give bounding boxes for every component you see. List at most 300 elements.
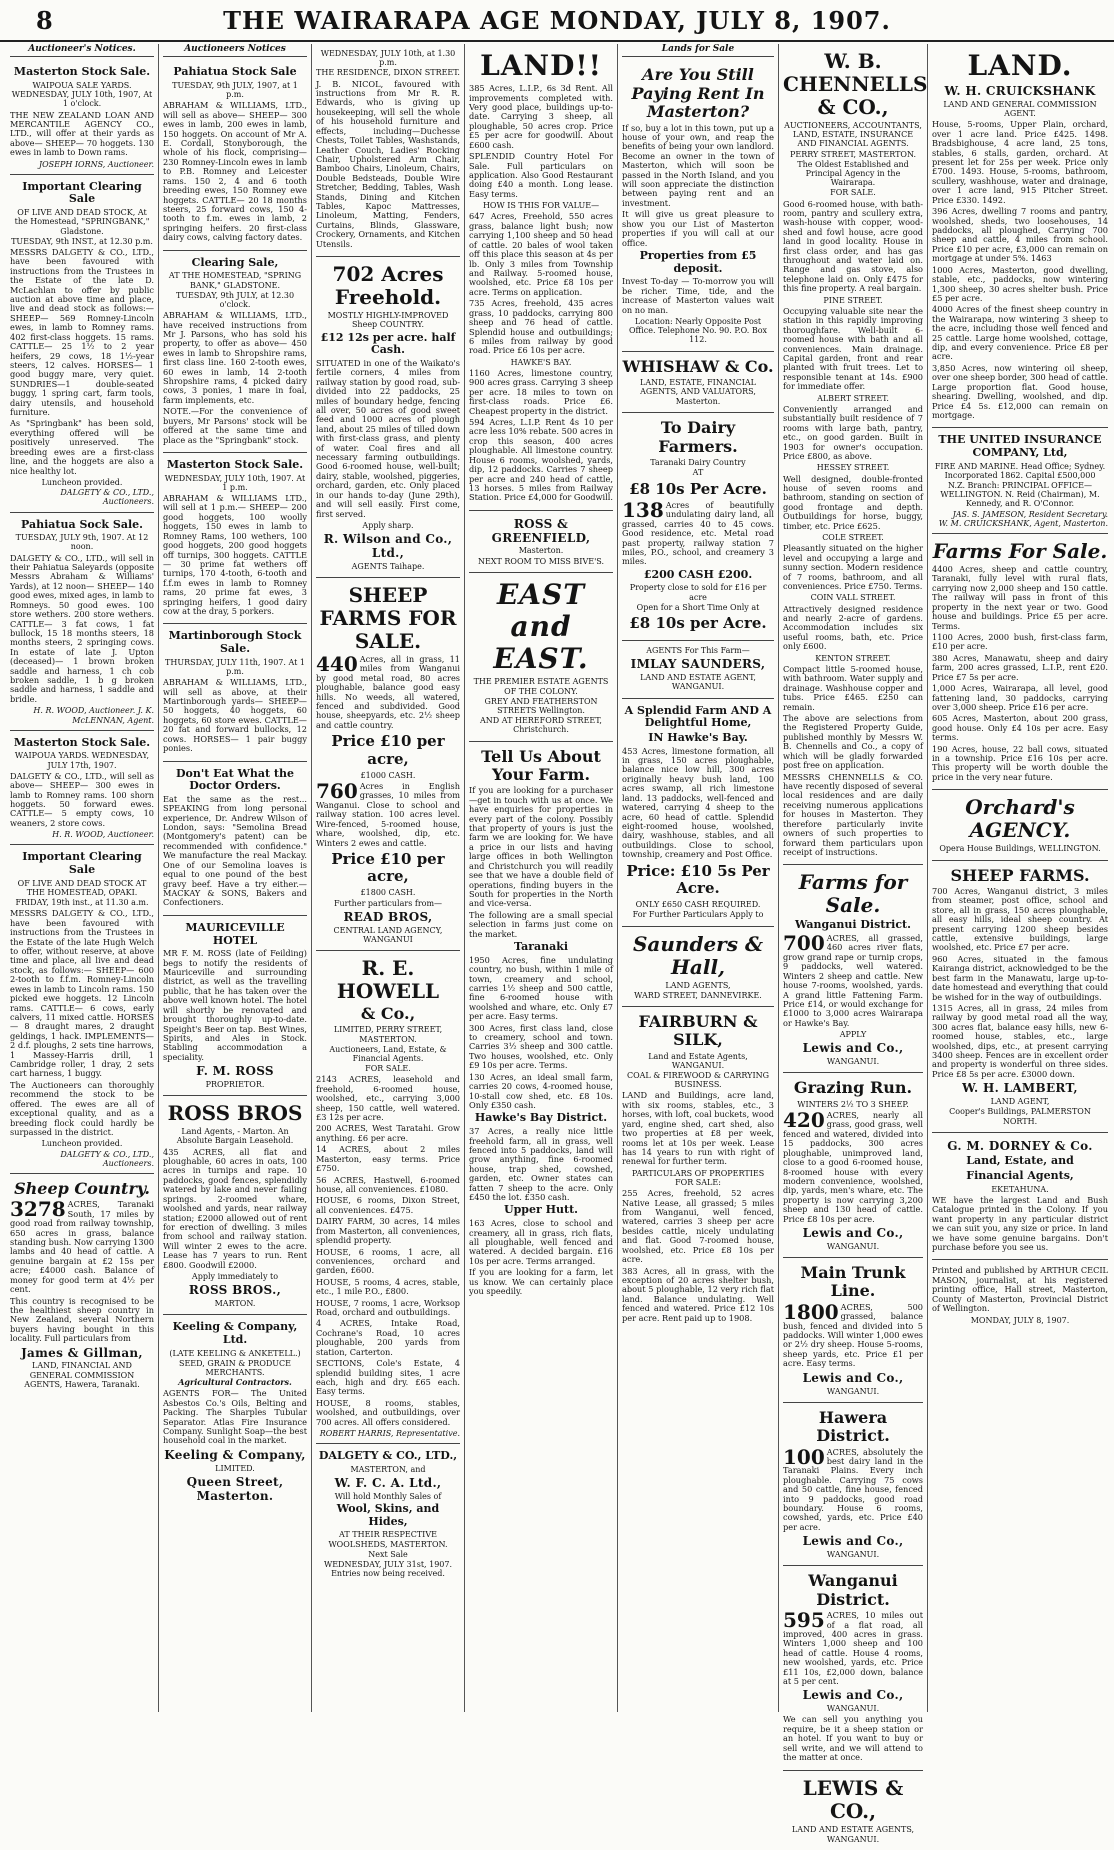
ad-signature: H. R. WOOD, Auctioneer.	[52, 830, 154, 840]
ad-heading: W. B. CHENNELLS & CO.,	[783, 49, 928, 119]
ad-body: DALGETY & CO., LTD., will sell in their Pahiatua Saleyards (opposite Messrs Abraham & Williams' Yards), at 12 noon— SHEEP— 140 good ewes, mixed ages, in lamb to Romneys. 50 good ewes. 100 store wethers. 200 store wethers. CATTLE— 3 fat cows, 1 fat bullock, 15 18 months steers, 18 months steers, 2 springing cows. In estate of late J. Upton (deceased)— 1 brown broken saddle and harness, 1 ch cob broken saddle, 1 b g broken saddle and harness, 1 saddle and bridle.	[10, 552, 154, 704]
agent-town: Masterton.	[518, 546, 564, 556]
ad-subheading-2: GREY AND FEATHERSTON STREETS Wellington.	[484, 696, 598, 715]
ad-body: 435 ACRES, all flat and ploughable, 60 acres in oats, 100 acres in turnips and rape. 10 paddocks, good fences, splendidly watered by lake and never failing springs. 2-roomed whare, woolshed and yards, near railway station; £2000 allowed out of rent for erection of dwelling. 3 miles from school and railway station. Will winter 2 ewes to the acre. Lease has 7 years to run. Rent £800. Goodwill £2000.	[163, 1146, 307, 1270]
ad-masterton-stock-sale	[10, 60, 154, 175]
listing: HOUSE, 8 rooms, stables, woolshed, and outbuildings, over 700 acres. All offers considered.	[316, 1397, 460, 1427]
agent-name: Lewis and Co.,	[802, 1534, 904, 1549]
ad-heading: Martinborough Stock Sale.	[168, 629, 302, 656]
agent-address: CENTRAL LAND AGENCY, WANGANUI	[333, 925, 443, 944]
listing: Attractively designed residence and nearly 2-acre of gardens. Accommodation includes six useful rooms, bath, etc. Price only £600.	[783, 603, 923, 652]
agent-name: G. M. DORNEY & Co.	[947, 1138, 1093, 1153]
region-heading: Hawke's Bay District.	[474, 1111, 608, 1125]
ad-price: £8 10s Per Acre.	[629, 479, 767, 498]
ad-subheading: Opera House Buildings, WELLINGTON.	[939, 844, 1101, 854]
ad-heading: DALGETY & CO., LTD.,	[318, 1449, 458, 1463]
acreage-number: 3278	[10, 1197, 66, 1222]
ad-tell-us-about-your-farm	[469, 742, 613, 1304]
ad-heading: Keeling & Company, Ltd.	[172, 1320, 298, 1346]
listing: 380 Acres, Manawatu, sheep and dairy farm, 200 acres grassed, L.I.P., rent £20. Price £7 5s per acre.	[932, 652, 1108, 682]
listing: HOUSE, 6 rooms, Dixon Street, all conveniences. £475.	[316, 1195, 460, 1215]
ad-body: 453 Acres, limestone formation, all in grass, 150 acres ploughable, balance nice low hill, 300 acres originally heavy bush land, 100 acres swamp, all rich limestone land. 13 paddocks, well-fenced and watered, carrying 4 sheep to the acre, 60 head of cattle. Splendid eight-roomed house, woolshed, dairy, washhouse, stables, and all outbuildings. Close to school, township, creamery and Post Office.	[622, 745, 774, 860]
listing: 396 Acres, dwelling 7 rooms and pantry, woolshed, sheds, two loosehouses, 14 paddocks, all ploughed, Carrying 700 sheep and cattle, 4 miles from school. Price £10 per acre, £3,000 can remain on mortgage at under 5%. 1463	[932, 206, 1108, 264]
ad-subheading: MASTERTON, and	[350, 1464, 426, 1474]
agent-name: W. H. CRUICKSHANK	[944, 84, 1096, 99]
ad-body: Will hold Monthly Sales of	[334, 1491, 442, 1501]
ad-subheading-2: PERRY STREET, MASTERTON.	[789, 149, 917, 159]
listing: 4400 Acres, sheep and cattle country, Taranaki, fully level with rural flats, carrying now 2,000 sheep and 150 cattle. The railway will pass in front of this property in the next year or two. Good house and buildings. Price £5 per acre. Terms.	[932, 564, 1108, 631]
ad-cash: ONLY £650 CASH REQUIRED.	[635, 900, 761, 910]
ad-ross-greenfield	[469, 511, 613, 573]
ad-note: As "Springbank" has been sold, everything offered will be positively unreserved. The breeding ewes are a first-class line, and the hoggets are also a nice healthy lot.	[10, 418, 154, 476]
agent-address: WANGANUI.	[826, 1550, 880, 1560]
ad-date: THURSDAY, JULY 11th, 1907. At 1 p.m.	[165, 657, 305, 676]
agent-name: W. H. LAMBERT,	[962, 1081, 1078, 1096]
agent-name: ROSS & GREENFIELD,	[491, 516, 591, 545]
ad-heading: Important Clearing Sale	[22, 179, 142, 206]
ad-heading: Masterton Stock Sale.	[13, 735, 151, 749]
ad-grazing-run	[783, 1073, 923, 1258]
ad-subheading: HOW IS THIS FOR VALUE—	[482, 201, 600, 211]
ad-date: WEDNESDAY, JULY 31st, 1907. Entries now being received.	[323, 1559, 453, 1579]
ad-note: Apply immediately to	[191, 1272, 279, 1282]
ad-date: WEDNESDAY, JULY 10th, at 1.30 p.m.	[320, 49, 456, 68]
ad-body: ACRES, nearly all grass, good grass, well fenced and watered, divided into 15 paddocks, 300 acres ploughable, unimproved land, close to a good 6-roomed house, 8-roomed house with every modern convenience, woolshed, dip, yards, men's whare, etc. The property is now carrying 3,200 sheep and 130 head of cattle. Price £8 10s per acre.	[783, 1109, 923, 1224]
ad-note: The above are selections from the Registered Property Guide, published monthly by Messrs W. B. Chennells and Co., a copy of which will be gladly forwarded post free on application.	[783, 713, 923, 771]
column-4	[465, 44, 617, 1850]
listing: 56 ACRES, Hastwell, 6-roomed house, all conveniences. £1080.	[316, 1174, 460, 1194]
column-2	[159, 44, 311, 1850]
ad-heading: ROSS BROS	[167, 1101, 303, 1126]
ad-cash: £200 CASH £200.	[643, 567, 753, 581]
ad-heading: Tell Us About Your Farm.	[481, 746, 601, 784]
listing: Pleasantly situated on the higher level and occupying a large and sunny section. Modern residence of 7 rooms, bathroom, and all conveniences. Price £750. Terms.	[783, 543, 923, 592]
ad-heading: Pahiatua Stock Sale	[173, 65, 297, 79]
ad-r-e-howell	[316, 951, 460, 1444]
ad-next-sale: Next Sale	[368, 1549, 408, 1559]
ad-heading: Grazing Run.	[793, 1078, 913, 1098]
ad-heading: SHEEP FARMS.	[950, 865, 1090, 885]
acreage-number: 100	[783, 1444, 825, 1469]
ad-hawera-district	[783, 1403, 923, 1567]
street-heading: COIN VALL STREET.	[810, 593, 896, 603]
agent-address: WARD STREET, DANNEVIRKE.	[634, 990, 762, 1000]
ad-sheep-farms	[932, 861, 1108, 1133]
ad-subheading: LAND, ESTATE, FINANCIAL AGENTS, AND VALUATORS,	[640, 377, 756, 397]
ad-land	[469, 44, 613, 511]
region-heading: Upper Hutt.	[504, 1203, 578, 1217]
ad-702-acres	[316, 257, 460, 578]
listing: 1315 Acres, all in grass, 24 miles from railway by good metal road all the way, 300 acres flat, balance easy hills, new 6-roomed house, stables, etc., large woolshed, dips, etc., at present carrying 3400 sheep. Fences are in excellent order and property is wonderful on three sides. Price £8 5s per acre. £3000 down.	[932, 1002, 1108, 1079]
ad-body: ABRAHAM & WILLIAMS, LTD., will sell as above— SHEEP— 300 ewes in lamb, 200 ewes in lamb, 150 hoggets. On account of Mr A. E. Cordall, Stonyborough, the whole of his flock, comprising— 230 Romney-Lincoln ewes in lamb to P.B. Romney and Leicester rams. 150 2, 4 and 6 tooth breeding ewes, 150 Romney ewe hoggets. CATTLE— 20 18 months steers, 25 forward cows, 150 4-tooth to f.m. ewes in lamb, 2 springing heifers. 20 first-class dairy cows, calving factory dates.	[163, 100, 307, 243]
agent-name: Lewis and Co.,	[802, 1370, 904, 1385]
agent-address: WANGANUI.	[826, 1704, 880, 1714]
imprint-text: Printed and published by ARTHUR CECIL MASON, journalist, at his registered printing office, Hall street, Masterton, County of Masterton, Provincial District of Wellington.	[932, 1265, 1108, 1314]
ad-body: SITUATED in one of the Waikato's fertile corners, 4 miles from railway station by good road, sub-divided into 22 paddocks, 25 miles of boundary hedge, fencing all over, 50 acres of good sweet feed and 1000 acres of plough land, about 25 miles of tilled down with first-class grass, and plenty of water. Coal fires and all necessary farming outbuildings. Good 6-roomed house, well-built; dairy, stable, woolshed, piggeries, orchard, garden, etc. Only placed in our hands to-day (June 29th), and will sell easily. First come, first served.	[316, 357, 460, 519]
ad-date: FRIDAY, 19th inst., at 11.30 a.m.	[15, 898, 149, 908]
ad-clearing-sale	[163, 251, 307, 453]
ad-heading: Orchard's AGENCY.	[965, 795, 1075, 843]
street-heading: PINE STREET.	[823, 295, 883, 305]
ad-subheading: LAND AND GENERAL COMMISSION AGENT.	[943, 99, 1097, 119]
ad-note: The Auctioneers can thoroughly recommend the stock to be offered. The ewes are all of exceptional quality, and as a breeding flock could hardly be surpassed in the district.	[10, 1079, 154, 1137]
ad-dorney	[932, 1133, 1108, 1261]
ad-body: MR F. M. ROSS (late of Feilding) begs to notify the residents of Mauriceville and surrounding district, as well as the travelling public, that he has taken over the above well known hotel. The hotel will shortly be renovated and brought thoroughly up-to-date. Speight's Beer on tap. Best Wines, Spirits, and Ales in Stock. Stabling accommodation a speciality.	[163, 948, 307, 1062]
ad-for-sale: FOR SALE.	[365, 1064, 411, 1074]
column-1	[6, 44, 158, 1850]
listing: 190 Acres, house, 22 ball cows, situated in a township. Price £16 10s per acre. This property will be worth double the price in the very near future.	[932, 743, 1108, 782]
region-heading: Taranaki	[513, 940, 569, 954]
listing: 385 Acres, L.I.P., 6s 3d Rent. All improvements completed with. Very good place, buildings up-to-date. Carrying 3 sheep, all ploughable, 50 acres crop. Price £5 per acre for goodwill. About £600 cash.	[469, 83, 613, 150]
ad-farms-for-sale-wanganui	[783, 865, 923, 1073]
ad-body: ACRES, absolutely the best dairy land in the Taranaki Plains. Every inch ploughable. Carrying 75 cows and 50 cattle, fine house, fenced into 9 paddocks, good road boundary. House 6 rooms, cowshed, yards, etc. Price £40 per acre.	[783, 1446, 923, 1532]
ad-sheep-country	[10, 1174, 154, 1395]
ad-fairburn-silk	[622, 1007, 774, 1330]
agent-address: Queen Street, Masterton.	[186, 1474, 284, 1503]
imprint-date: MONDAY, JULY 8, 1907.	[970, 1315, 1070, 1325]
ad-heading: To Dairy Farmers.	[658, 418, 738, 456]
listing: 594 Acres, L.I.P. Rent 4s 10 per acre less 10% rebate. 500 acres in crop this season, 400 acres ploughable. All limestone country. House 6 rooms, woolshed, yards, dip, 12 paddocks. Carries 7 sheep per acre and 240 head of cattle, 13 horses. 5 miles from Railway Station. Price £4,000 for Goodwill.	[469, 417, 614, 503]
listing: 647 Acres, Freehold, 550 acres grass, balance light bush; now carrying 1,100 sheep and 50 head of cattle. 20 bales of wool taken off this place this season at 4s per lb. Only 3 miles from Township and Railway. 5-roomed house, woolshed, etc. Price £8 10s per acre. Terms on application.	[469, 211, 613, 297]
ad-body: WE have the largest Land and Bush Catalogue printed in the Colony. If you want property in any particular district we can suit you, any size or price. In land we have some genuine bargains. Don't purchase before you see us.	[932, 1194, 1108, 1253]
ad-subheading-2: N.Z. Branch: PRINCIPAL OFFICE—WELLINGTON. N. Reid (Chairman), M. Kennedy, and R. O'Connor.	[940, 481, 1100, 509]
ad-note: Further particulars from—	[333, 898, 443, 908]
ad-heading: EAST and EAST.	[493, 577, 589, 676]
acreage-number: 440	[316, 651, 358, 676]
ad-subheading-3: PARTICULARS OF PROPERTIES FOR SALE:	[631, 1168, 765, 1187]
ad-body: AGENTS FOR— The United Asbestos Co.'s Oils, Belting and Packing. The Sharples Tubular Separator. Atlas Fire Insurance Company. Sunlight Soap—the best household coal in the market.	[163, 1388, 307, 1446]
ad-subheading-3: AND AT HEREFORD STREET, Christchurch.	[480, 716, 602, 735]
street-heading: HESSEY STREET.	[816, 463, 890, 473]
ad-note: If you are looking for a farm, let us know. We can certainly place you speedily.	[469, 1267, 613, 1297]
ad-subheading-3: The Oldest Established and Principal Agency in the Wairarapa.	[797, 159, 909, 188]
ad-sheep-farms	[316, 578, 460, 951]
acreage-number: 700	[783, 931, 825, 955]
ad-for-sale: FOR SALE.	[830, 188, 876, 198]
ad-body: MESSRS DALGETY & CO., LTD., have been favoured with instructions from the Trustees in the Estate of the late Hugh Welch to offer, without reserve, at above time and place, all live and dead stock, as follows:— SHEEP— 600 2-tooth to f.f.m. Romney-Lincoln ewes in lamb to Lincoln rams. 150 picked ewe hoggets. 12 Lincoln rams. CATTLE— 6 cows, early calvers, 11 mixed cattle. HORSES— 8 draught mares, 2 draught geldings, 1 hack. IMPLEMENTS—2 d.f. ploughs, 2 sets tine harrows, 1 Massey-Harris drill, 1 Cambridge roller, 1 dray, 2 sets cart harness, 1 buggy.	[10, 908, 154, 1079]
ad-body: Acres in English grasses, 10 miles from Wanganui. Close to school and railway station. 100 acres level. Wire-fenced, 5-roomed house, whare, woolshed, dip, etc. Winters 2 ewes and cattle.	[316, 781, 460, 848]
ad-heading: Farms for Sale.	[798, 870, 908, 918]
listing: 605 Acres, Masterton, about 200 grass, good house. Only £4 10s per acre. Easy terms.	[932, 713, 1108, 743]
section-kicker: Lands for Sale	[622, 44, 774, 57]
ad-heading: Hawera District.	[816, 1407, 890, 1446]
ad-bakers	[163, 762, 307, 916]
ad-body: Eat the same as the rest... SPEAKING from long personal experience, Dr. Andrew Wilson of London, says: "Semolina Bread (Montgomery's patent) can be recommended with confidence." We manufacture the real Mackay. One of our Semolina loaves is equal to one pound of the best gravy beef. Have a try either.—MACKAY & SONS, Bakers and Confectioners.	[163, 793, 307, 908]
ad-heading: WHISHAW & Co.	[622, 356, 774, 376]
ad-note: Property close to sold for £16 per acre	[629, 583, 767, 602]
acreage-number: 760	[316, 779, 358, 804]
ad-saunders-hall	[622, 927, 774, 1007]
ad-farms-for-sale	[932, 534, 1108, 790]
ad-body: ABRAHAM & WILLIAMS, LTD., have received instructions from Mr J. Parsons, who has sold his property, to offer as above— 450 ewes in lamb to Shropshire rams, first class line. 160 2-tooth ewes, 60 ewes in lamb, 14 2-tooth Shropshire rams, 4 picked dairy cows, 3 ponies, 1 mare in foal, farm implements, etc.	[163, 310, 307, 405]
ad-heading: THE UNITED INSURANCE COMPANY, Ltd,	[938, 433, 1102, 460]
listing: 4 ACRES, Intake Road, Cochrane's Road, 10 acres ploughable, 200 yards from station, Carterton.	[316, 1318, 460, 1357]
ad-masterton-stock-sale	[163, 453, 307, 625]
agent-address: Cooper's Buildings, PALMERSTON NORTH.	[949, 1107, 1091, 1126]
listing: 14 ACRES, about 2 miles Masterton, easy terms. Price £750.	[316, 1144, 460, 1174]
ad-land-cruickshank	[932, 44, 1108, 428]
ad-price-2: £8 10s per Acre.	[629, 614, 767, 633]
ad-note: The following are a small special selection in farms just come on the market.	[469, 909, 613, 939]
ad-pahiatua-sock-sale	[10, 513, 154, 731]
ad-subheading-2: Financial Agents,	[966, 1169, 1074, 1183]
ad-lunch: Luncheon provided.	[41, 1139, 123, 1149]
listing: 1,000 Acres, Wairarapa, all level, good fattening land, 30 paddocks, carrying over 3,000 sheep. Price £16 per acre.	[932, 683, 1108, 712]
agent-name: James & Gillman,	[21, 1345, 143, 1360]
column-3	[312, 44, 464, 1850]
ad-keeling-company	[163, 1315, 307, 1509]
ad-body: ABRAHAM & WILLIAMS, LTD., will sell as above, at their Martinborough yards— SHEEP— 50 hoggets, 40 hoggets, 60 hoggets, 60 store ewes. CATTLE— 20 fat and forward bullocks, 12 cows. HORSES— 1 pair buggy ponies.	[163, 677, 307, 754]
listing: 960 Acres, situated in the famous Kairanga district, acknowledged to be the best farm in the Manawatu, large up-to-date homestead and everything that could be wished for in the way of outbuildings.	[932, 953, 1108, 1002]
ad-heading: Wanganui District.	[808, 1571, 898, 1609]
ad-heading: SHEEP FARMS FOR SALE.	[319, 582, 457, 653]
agent-name: IMLAY SAUNDERS,	[630, 657, 766, 672]
ad-heading-2: Wool, Skins, and Hides,	[336, 1502, 440, 1528]
listing: HOUSE, 7 rooms, 1 acre, Worksop Road, orchard and outbuildings.	[316, 1297, 460, 1318]
ad-note: NOTE.—For the convenience of buyers, Mr Parsons' stock will be offered at the same time and place as the "Springbank" stock.	[163, 406, 307, 445]
ad-subheading: LAND AND ESTATE AGENTS,	[791, 1824, 915, 1834]
ad-subheading: WAIPOUA SALE YARDS. WEDNESDAY, JULY 10th, 1907, At 1 o'clock.	[11, 80, 153, 109]
listing: 163 Acres, close to school and creamery, all in grass, rich flats, all ploughable, well fenced and watered. A decided bargain. £16 10s per acre. Terms arranged.	[469, 1218, 613, 1266]
ad-subheading: Land, Estate, and	[966, 1154, 1074, 1168]
acreage-number: 1800	[783, 1299, 839, 1324]
ad-east-and-east	[469, 573, 613, 742]
agent-address: AGENTS Taihape.	[351, 561, 425, 571]
agent-address: LAND AND ESTATE AGENT, WANGANUI.	[640, 673, 756, 692]
agent-limited: LIMITED.	[215, 1463, 255, 1473]
ad-side-note: It will give us great pleasure to show you our List of Masterton properties if you will call at our office.	[622, 209, 774, 248]
column-6	[779, 44, 927, 1850]
ad-subheading: THE RESIDENCE, DIXON STREET.	[316, 68, 460, 78]
imprint	[932, 1260, 1108, 1330]
ad-location: Location: Nearly Opposite Post Office. Telephone No. 90. P.O. Box 112.	[628, 316, 768, 345]
ad-body: ACRES, 10 miles out of a flat road, all improved, 400 acres in grass. Winters 1,000 sheep and 100 head of cattle. House 4 rooms, new woolshed, yards, etc. Price £11 10s, £2,000 down, balance at 5 per cent.	[783, 1610, 923, 1687]
ad-pahiatua-stock-sale	[163, 60, 307, 250]
listing: 3,850 Acres, now wintering oil sheep, over one sheep border, 300 head of cattle. Large proportion flat. Good house, shearing. Dwelling, woolshed, and dip. Price £4 5s. £12,000 can remain on mortgage.	[932, 362, 1108, 421]
ad-mauriceville-hotel	[163, 916, 307, 1096]
ad-heading: FAIRBURN & SILK,	[638, 1011, 758, 1050]
ad-note: For Further Particulars Apply to	[632, 910, 764, 920]
ad-date: TUESDAY, 9th JULY, at 12.30 o'clock.	[175, 290, 295, 309]
ad-lewis-co	[783, 1771, 923, 1850]
section-kicker: Auctioneer's Notices.	[10, 44, 154, 57]
agent-role: LAND AGENTS,	[665, 980, 731, 990]
ad-heading: Farms For Sale.	[932, 539, 1108, 564]
street-heading: COLE STREET.	[822, 533, 884, 543]
proprietor-role: PROPRIETOR.	[205, 1080, 265, 1089]
masthead	[0, 0, 1114, 42]
ad-heading: LEWIS & CO.,	[802, 1775, 904, 1823]
ad-price: Price £10 per acre,	[331, 732, 445, 768]
agent-address: MARTON.	[214, 1299, 256, 1309]
listing: 383 Acres, all in grass, with the exception of 20 acres shelter bush, about 5 ploughable, 12 very rich flat land. Balance undulating. Well fenced and watered. Price £12 10s per acre. Rent paid up to 1908.	[622, 1265, 774, 1323]
agent-address: NEXT ROOM TO MISS BIVE'S.	[477, 556, 605, 566]
ad-cash: £1800 CASH.	[360, 888, 416, 898]
ad-at: AT	[692, 468, 704, 478]
ad-heading: Don't Eat What the Doctor Orders.	[175, 766, 295, 793]
ad-cash: £1000 CASH.	[360, 770, 416, 780]
ad-heading: Masterton Stock Sale.	[13, 65, 151, 79]
listing: Conveniently arranged and substantially built residence of 7 rooms with large bath, pantry, etc., on good garden. Built in 1903 for owner's occupation. Price £800, as above.	[783, 403, 923, 461]
agent-name: Lewis and Co.,	[802, 1041, 904, 1056]
ad-clearing-sale-springbank	[10, 175, 154, 513]
ad-properties: Properties from £5 deposit.	[639, 249, 757, 275]
ad-heading-2: & Co.,	[360, 1004, 416, 1024]
agent-address: LAND, FINANCIAL AND GENERAL COMMISSION AGENTS, Hawera, Taranaki.	[24, 1361, 140, 1389]
listing: Good 6-roomed house, with bath-room, pantry and scullery extra, wash-house with copper, wood-shed and fowl house, acre good land in good locality. House in first class order, and has gas throughout and water laid on. Range and gas stove, also telephone laid on. Only £475 for this fine property. A real bargain.	[783, 198, 923, 294]
listing: 255 Acres, freehold, 52 acres Native Lease, all grassed; 5 miles from Wanganui, well fenced, watered, carries 3 sheep per acre besides cattle, nicely undulating and flat. Good 7-roomed house, woolshed, etc. Price £8 10s per acre.	[622, 1188, 774, 1265]
ad-note-2: MESSRS CHENNELLS & CO. have recently disposed of several local residences and are daily receiving numerous applications for houses in Masterton. They therefore particularly invite owners of such properties to forward them particulars upon receipt of instructions.	[783, 771, 923, 857]
listing: 200 ACRES, West Taratahi. Grow anything. £6 per acre.	[316, 1123, 460, 1143]
ad-subheading: IN Hawke's Bay.	[648, 730, 748, 744]
ad-martinborough-stock-sale	[163, 624, 307, 761]
ad-heading: LAND.	[967, 49, 1073, 82]
listing: 700 Acres, Wanganui district, 3 miles from steamer, post office, school and store, all in grass, 150 acres ploughable, all easy hills, ideal sheep country. At present carrying 1200 sheep besides cattle, extensive buildings, large woolshed, etc. Price £7 per acre.	[932, 885, 1108, 953]
listing: 1160 Acres, limestone country, 900 acres grass. Carrying 3 sheep per acre. 18 miles to town on first-class roads. Price £6. Cheapest property in the district.	[469, 367, 613, 416]
street-heading: KENTON STREET.	[815, 653, 891, 663]
listing: 1950 Acres, fine undulating country, no bush, within 1 mile of town, creamery and school, carries 1½ sheep and 500 cattle, fine 6-roomed house with woolshed and whare, etc. Only £7 per acre. Easy terms.	[469, 954, 613, 1022]
agent-name: ROSS BROS.,	[188, 1283, 282, 1298]
ad-subheading: WAIPOUA YARDS. WEDNESDAY, JULY 17th, 1907.	[14, 751, 150, 770]
ad-date: WEDNESDAY, JULY 10th, 1907. At 1 p.m.	[164, 473, 306, 492]
ad-subheading: AUCTIONEERS, ACCOUNTANTS, LAND, ESTATE, INSURANCE AND FINANCIAL AGENTS.	[784, 121, 922, 149]
ad-whishaw	[622, 352, 774, 414]
ad-subheading: THE PREMIER ESTATE AGENTS OF THE COLONY.	[473, 677, 609, 696]
ad-subheading-2: SEED, GRAIN & PRODUCE MERCHANTS.	[178, 1358, 291, 1377]
ad-imlay-saunders	[622, 641, 774, 698]
ad-signature: DALGETY & CO., LTD., Auctioneers.	[60, 1149, 154, 1168]
ad-signature-2: W. M. CRUICKSHANK, Agent, Masterton.	[938, 518, 1108, 528]
agent-address: WANGANUI.	[826, 1241, 880, 1251]
ad-wool-skins-hides	[316, 1444, 460, 1584]
ad-heading: Important Clearing Sale	[22, 850, 142, 877]
ad-orchards-agency	[932, 790, 1108, 860]
proprietor-name: F. M. ROSS	[196, 1064, 274, 1079]
ad-body: ACRES, Taranaki South, 17 miles by good road from railway township, 650 acres in grass, balance standing bush. Now carrying 1300 lambs and 40 head of cattle. A genuine bargain at £2 15s per acre; £4000 cash. Balance of money for good term at 4½ per cent.	[10, 1199, 155, 1295]
ad-ross-bros	[163, 1096, 307, 1315]
newspaper-title: THE WAIRARAPA AGE MONDAY, JULY 8, 1907.	[223, 6, 891, 35]
ad-subheading: MOSTLY HIGHLY-IMPROVED Sheep COUNTRY.	[327, 311, 449, 330]
ad-note: We can sell you anything you require, be it a sheep station or an hotel. If you want to buy or sell write, and we will attend to the matter at once.	[783, 1714, 923, 1763]
listing: Compact little 5-roomed house, with bathroom. Water supply and drainage. Washhouse copper and tubs. Price £465. £250 can remain.	[783, 663, 923, 712]
listing: HOUSE, 5 rooms, 4 acres, stable, etc., 1 mile P.O., £800.	[316, 1276, 460, 1297]
listing: SECTIONS, Cole's Estate, 4 splendid building sites, 1 acre each, high and dry. £65 each. Easy terms.	[316, 1358, 460, 1397]
acreage-number: 595	[783, 1608, 825, 1633]
ad-masterton-stock-sale-2	[10, 731, 154, 846]
ad-subheading: Wanganui District.	[795, 918, 911, 932]
agent-name: Lewis and Co.,	[802, 1226, 904, 1241]
ad-heading: Masterton Stock Sale.	[166, 457, 304, 471]
section-kicker: Auctioneers Notices	[163, 44, 307, 57]
ad-heading: 702 Acres Freehold.	[332, 262, 444, 310]
listing: 1000 Acres, Masterton, good dwelling, stable, etc., paddocks, now wintering 1,300 sheep, 30 acres shelter bush. Price £5 per acre.	[932, 264, 1108, 303]
ad-subheading-2: Masterton.	[675, 397, 721, 407]
ad-heading: Sheep Country.	[14, 1178, 150, 1198]
ad-clearing-sale-opaki	[10, 845, 154, 1174]
ad-signature: DALGETY & CO., LTD., Auctioneers.	[60, 488, 154, 507]
ad-subheading-2: COAL & FIREWOOD & CARRYING BUSINESS.	[626, 1071, 770, 1090]
ad-note: This country is recognised to be the healthiest sheep country in New Zealand, several Northern buyers having bought in this locality. Full particulars from	[10, 1295, 154, 1344]
ad-apply: APPLY	[839, 1030, 867, 1040]
ad-main-trunk-line	[783, 1258, 923, 1403]
listing: 37 Acres, a really nice little freehold farm, all in grass, well fenced into 5 paddocks, land will grow anything, fine 6-roomed house, trap shed, cowshed, garden, etc. Owner states can fatten 7 sheep to the acre. Only £450 the lot. £350 cash.	[469, 1126, 613, 1203]
ad-body: DALGETY & CO., LTD., will sell as above— SHEEP— 300 ewes in lamb to Romney rams. 100 shorn hoggets. 50 forward ewes. CATTLE— 5 empty cows, 10 weaners, 2 store cows.	[10, 770, 154, 828]
ad-subheading: OF LIVE AND DEAD STOCK, At the Homestead, "SPRINGBANK," Gladstone.	[14, 208, 150, 236]
listing: HOUSE, 6 rooms, 1 acre, all conveniences, orchard and garden, £600.	[316, 1246, 460, 1276]
listing: DAIRY FARM, 30 acres, 14 miles from Masterton, all conveniences, splendid property.	[316, 1216, 460, 1246]
ad-heading: A Splendid Farm AND A Delightful Home,	[624, 703, 772, 730]
ad-note: Invest To-day — To-morrow you will be richer. Time, tide, and the increase of Masterton values wait on no man.	[622, 276, 774, 315]
ad-body: If so, buy a lot in this town, put up a house of your own, and reap the benefits of being your own landlord. Become an owner in the town of Masterton, which will soon be passed in the North Island, and you will soon appreciate the distinction between paying rent and an investment.	[622, 122, 774, 208]
ad-signature: JOSEPH IORNS, Auctioneer.	[38, 159, 154, 169]
agent-address: WANGANUI.	[826, 1386, 880, 1396]
agent-name: R. Wilson and Co., Ltd.,	[323, 532, 453, 560]
ad-splendid-farm	[622, 699, 774, 927]
listing: 130 Acres, an ideal small farm, carries 20 cows, 4-roomed house, 10-stall cow shed, etc. £8 10s. Only £350 cash.	[469, 1071, 613, 1111]
ad-body: J. B. NICOL, favoured with instructions from Mr R. R. Edwards, who is giving up housekeeping, will sell the whole of his household furniture and effects, including—Duchesse Chests, Toilet Tables, Washstands, Leather Couch, Ladies' Rocking Chair, Upholstered Arm Chair, Bamboo Chairs, Linoleum, Chairs, Double Bedsteads, Double Wire Stretcher, Bedding, Tables, Wash Stands, Dining and Kitchen Tables, Kapoc Mattresses, Linoleum, Matting, Fenders, Curtains, Blinds, Glassware, Crockery, Ornaments, and Kitchen Utensils.	[316, 78, 460, 249]
ad-subheading-2: HAWKE'S BAY.	[510, 357, 572, 367]
ad-heading: Main Trunk Line.	[800, 1263, 906, 1301]
listing: SPLENDID Country Hotel For Sale. Full particulars on application. Also Good Restaurant doing £40 a month. Long lease. Easy terms.	[469, 151, 613, 199]
ad-heading: MAURICEVILLE HOTEL	[185, 920, 285, 947]
ad-body: House, 5-rooms, Upper Plain, orchard, over 1 acre land. Price £425. 1498. Bradsbighouse, 4 acre land, 25 tons, stables, 6 stalls, garden, orchard. At present let for 25s per week. Price only £700. 1493. House, 5-rooms, bathroom, scullery, washhouse, water and drainage, over 1 acre land, 915 Pitcher Street. Price £330. 1492.	[932, 119, 1108, 205]
agent-name: Lewis and Co.,	[802, 1688, 904, 1703]
ad-body: THE NEW ZEALAND LOAN AND MERCANTILE AGENCY CO., LTD., will offer at their yards as above— SHEEP— 70 hoggets. 130 ewes in lamb to Down rams.	[10, 109, 154, 158]
ad-heading: Pahiatua Sock Sale.	[21, 517, 143, 531]
ad-subheading-2: AT THEIR RESPECTIVE WOOLSHEDS, MASTERTON.	[328, 1530, 448, 1549]
listing: Occupying valuable site near the station in this rapidly improving thoroughfare. Well-built 6-roomed house with bath and all conveniences. Main drainage. Capital garden, front and rear planted with fruit trees. Let to responsible tenant at 14s. £900 for immediate offer.	[783, 305, 923, 392]
ad-subheading: WINTERS 2½ TO 3 SHEEP.	[797, 1099, 909, 1109]
column-7	[928, 44, 1112, 1850]
ad-price: Price £10 per acre,	[331, 849, 445, 886]
page-number: 8	[36, 6, 53, 35]
ad-subheading: FIRE AND MARINE. Head Office; Sydney. Incorporated 1862. Capital £500,000	[934, 461, 1106, 480]
ad-subheading: OF LIVE AND DEAD STOCK AT THE HOMESTEAD, OPAKI.	[17, 878, 147, 897]
street-heading: ALBERT STREET.	[817, 393, 889, 403]
ad-body: LAND and Buildings, acre land, with six rooms, stables, etc., 3 horses, with loft, coal buckets, wood yard, engine shed, cart shed, also two properties at £8 per week, rooms let at 10s per week. Lease has 14 years to run with right of renewal for further term.	[622, 1090, 774, 1167]
ad-chennells	[783, 44, 928, 865]
columns	[6, 44, 1110, 1844]
ad-body: ACRES, all grassed, 460 acres river flats, grow grand rape or turnip crops, 9 paddocks, well watered. Winters 2 sheep and cattle. New house 7-rooms, woolshed, yards. A grand little Fattening Farm. Price £14, or would exchange for £1000 to 3,000 acres Wairarapa or Hawke's Bay.	[783, 933, 923, 1028]
ad-signature: ROBERT HARRIS, Representative.	[319, 1429, 460, 1439]
ad-body: If you are looking for a purchaser—get in touch with us at once. We have enquiries for properties in every part of the colony. Possibly that property of yours is just the farm we are looking for. We have a price in our lists and having large offices in both Wellington and Christchurch you will readily see that we have a double field of operations, finding buyers in the South for properties in the North and vice-versa.	[469, 785, 613, 909]
ad-body: MESSRS DALGETY & CO., LTD., have been favoured with instructions from the Trustees in the Estate of the late D. McLachlan to offer by public auction at above time and place, live and dead stock as follows:— SHEEP— 569 Romney-Lincoln ewes, in lamb to Romney rams. 402 first-class hoggets. 15 rams. CATTLE— 25 1½ to 2 year heifers, 29 cows, 18 1½-year steers, 12 calves. HORSES— 1 good buggy mare, very quiet. SUNDRIES—1 double-seated buggy, 1 spring cart, farm tools, dairy utensils, and household furniture.	[10, 246, 154, 418]
ad-subheading: Taranaki Dairy Country	[650, 458, 746, 468]
ad-signature: JAS. S. JAMESON, Resident Secretary.	[952, 509, 1108, 519]
acreage-number: 420	[783, 1107, 825, 1132]
ad-body: Acres, all in grass, 11 miles from Wanganui by good metal road, 80 acres ploughable, balance good easy hills. No weeds, all watered, fenced and subdivided. Good house, sheepyards, etc. 2½ sheep and cattle country.	[316, 653, 460, 730]
ad-subheading: AGENTS For This Farm—	[646, 646, 750, 656]
agent-address: WANGANUI.	[826, 1057, 880, 1067]
ad-date: TUESDAY, 9th JULY, 1907, at 1 p.m.	[172, 80, 298, 100]
listing: 300 Acres, first class land, close to creamery, school and town. Carries 3½ sheep and 300 cattle. Two houses, woolshed, etc. Only £9 10s per acre. Terms.	[469, 1022, 613, 1071]
agent-address: WANGANUI.	[826, 1834, 880, 1844]
ad-paying-rent	[622, 60, 774, 351]
acreage-number: 138	[622, 497, 664, 522]
ad-heading: R. E. HOWELL	[336, 956, 440, 1004]
ad-body: ABRAHAM & WILLIAMS LTD., will sell at 1 p.m.— SHEEP— 200 good hoggets, 100 woolly hoggets, 150 ewes in lamb to Romney Rams, 100 wethers, 100 good hoggets, 200 good hoggets off turnips, 300 hoggets. CATTLE— 30 prime fat wethers off turnips, 170 4-tooth, 6-tooth and f.f.m ewes in lamb to Romney rams, 20 prime fat ewes, 3 springing heifers, 1 good dairy cow at the dray, 5 porkers.	[163, 493, 307, 617]
ad-furniture-sale	[316, 44, 460, 257]
ad-subheading: Land Agents, - Marton. An Absolute Bargain Leasehold.	[176, 1127, 294, 1146]
column-5	[618, 44, 778, 1850]
ad-subheading: AT THE HOMESTEAD, "SPRING BANK," GLADSTONE.	[168, 271, 302, 290]
ad-heading: Are You Still Paying Rent In Masterton?	[631, 65, 765, 122]
ad-apply: Apply sharp.	[362, 520, 414, 530]
ad-body: Acres of beautifully undulating dairy land, all grassed, carries 40 to 45 cows. Good residence, etc. Metal road past property, railway station 7 miles, P.O., school, and creamery 3 miles.	[622, 499, 774, 567]
ad-note-2: Open for a Short Time Only at	[636, 602, 760, 612]
ad-subheading-2: Auctioneers, Land, Estate, & Financial Agents.	[329, 1044, 447, 1063]
ad-subheading: LIMITED, PERRY STREET, MASTERTON.	[333, 1025, 443, 1044]
